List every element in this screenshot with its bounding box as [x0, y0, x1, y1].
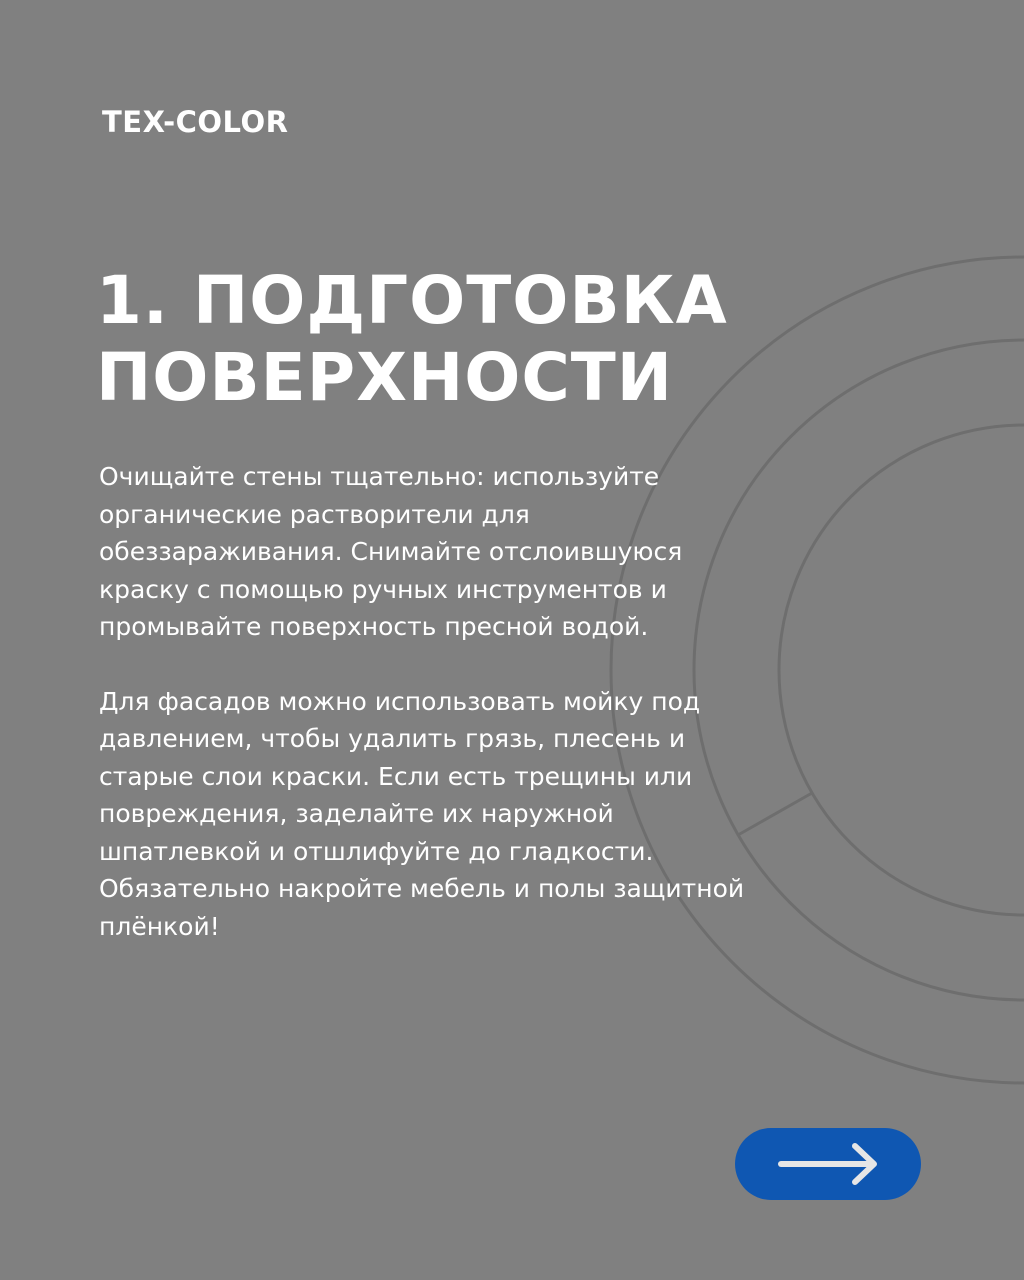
arrow-right-icon	[775, 1140, 881, 1188]
page-title-line: ПОВЕРХНОСТИ	[96, 339, 674, 416]
text-line: промывайте поверхность пресной водой.	[99, 612, 649, 641]
body-text	[99, 458, 789, 982]
text-line: Очищайте стены тщательно: используйте	[99, 462, 660, 491]
text-line: органические растворители для	[99, 499, 530, 529]
text-line: Обязательно накройте мебель и полы защитной	[99, 874, 745, 903]
text-line: шпатлевкой и отшлифуйте до гладкости.	[99, 836, 654, 866]
decor-circle-inner	[779, 425, 1024, 915]
text-line: краску с помощью ручных инструментов и	[99, 574, 667, 604]
text-line: обеззараживания. Снимайте отслоившуюся	[99, 537, 683, 566]
text-line: старые слои краски. Если есть трещины или	[99, 761, 693, 791]
text-line: плёнкой!	[99, 911, 220, 941]
text-line: Для фасадов можно использовать мойку под	[99, 686, 701, 716]
paragraph-facades	[99, 683, 789, 946]
paragraph-cleaning	[99, 458, 789, 646]
page-title-line: 1. ПОДГОТОВКА	[96, 262, 728, 339]
text-line: давлением, чтобы удалить грязь, плесень и	[99, 724, 686, 753]
text-line: повреждения, заделайте их наружной	[99, 799, 614, 828]
next-button[interactable]	[735, 1128, 921, 1200]
page-title	[96, 262, 816, 416]
brand-logo-text: TEX-COLOR	[102, 105, 289, 139]
